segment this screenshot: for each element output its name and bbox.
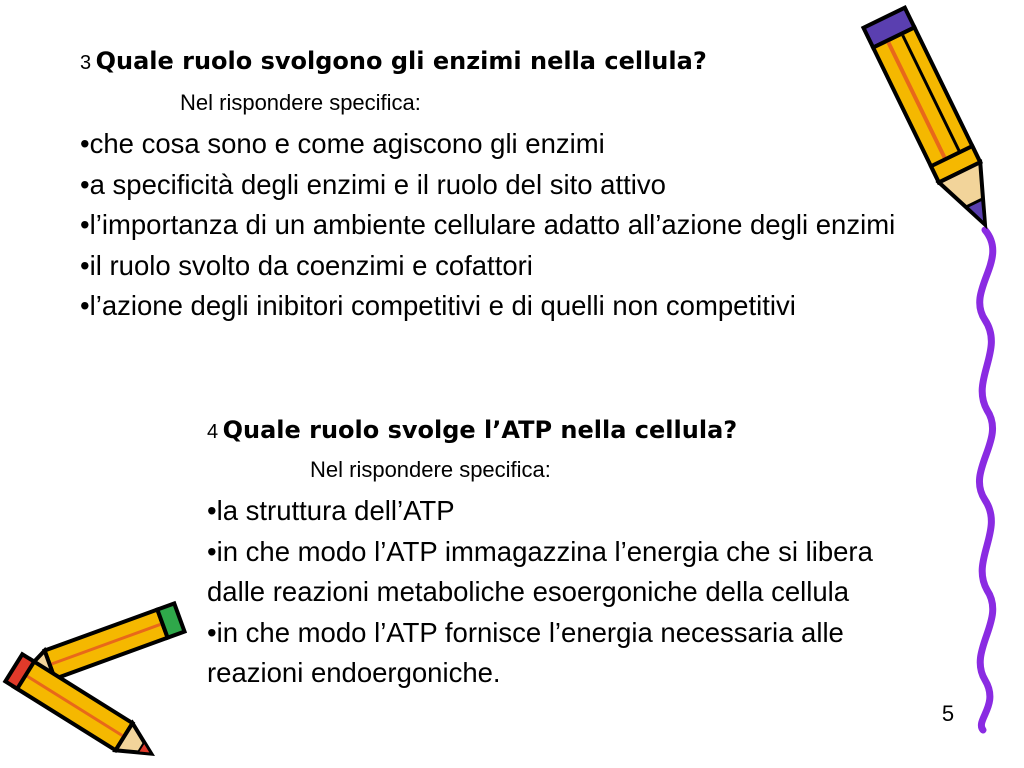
bullet-item: •che cosa sono e come agiscono gli enzimi xyxy=(80,128,605,159)
bullet-item: •la struttura dell’ATP xyxy=(207,495,455,526)
bullet-item: •l’azione degli inibitori competitivi e di quelli non competitivi xyxy=(80,290,796,321)
bullet-item: •in che modo l’ATP immagazzina l’energia che si libera dalle reazioni metaboliche esoergoniche della cellula xyxy=(207,535,873,607)
pencil-icon-top-right xyxy=(860,0,1010,245)
bullet-item: •in che modo l’ATP fornisce l’energia necessaria alle reazioni endoergoniche. xyxy=(207,616,844,688)
pencil-icon-bottom-left xyxy=(0,610,210,760)
bullet-item: •a specificità degli enzimi e il ruolo del sito attivo xyxy=(80,168,666,200)
question-number: 3 xyxy=(80,52,92,74)
question-3-bullet-list xyxy=(80,124,920,327)
question-number: 4 xyxy=(207,421,219,443)
question-4-intro: Nel rispondere specifica: xyxy=(310,457,551,482)
wavy-line-right xyxy=(955,230,1015,730)
page-number: 5 xyxy=(941,701,955,726)
question-title: Quale ruolo svolgono gli enzimi nella cellula? xyxy=(95,47,707,75)
question-title: Quale ruolo svolge l’ATP nella cellula? xyxy=(222,416,738,444)
question-4-bullet-list xyxy=(207,491,937,694)
question-3-intro: Nel rispondere specifica: xyxy=(180,90,421,115)
bullet-item: •l’importanza di un ambiente cellulare adatto all’azione degli enzimi xyxy=(80,209,896,240)
bullet-item: •il ruolo svolto da coenzimi e cofattori xyxy=(80,249,533,281)
question-4-heading xyxy=(207,413,737,451)
question-3-heading xyxy=(80,44,707,82)
